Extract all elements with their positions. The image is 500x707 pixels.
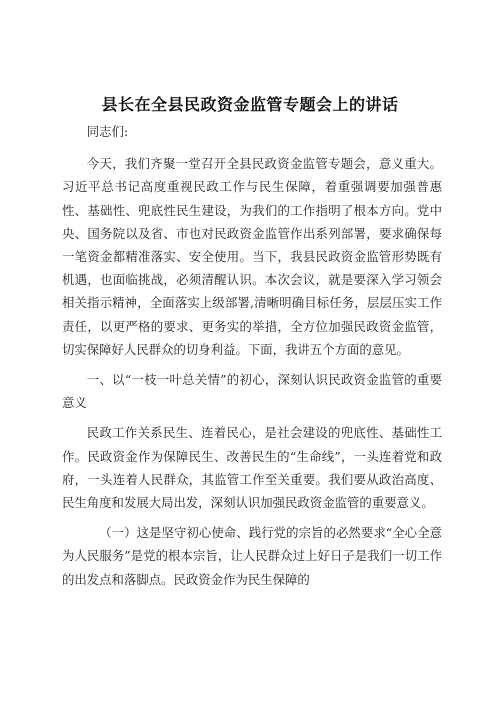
subsection-paragraph-1: （一）这是坚守初心使命、践行党的宗旨的必然要求“全心全意为人民服务”是党的根本宗旨，让人民群众过上好日子是我们一切工作的出发点和落脚点。民政资金作为民生保障的 [62, 525, 442, 587]
body-paragraph-intro: 今天，我们齐聚一堂召开全县民政资金监管专题会，意义重大。习近平总书记高度重视民政工作与民生保障，着重强调要加强普惠性、基础性、兜底性民生建设，为我们的工作指明了根本方向。党中央、国务院以及省、市也对民政资金监管作出系列部署，要求确保每一笔资金都精准落实、安全使用。当下，我县民政资金监管形势既有机遇，也面临挑战，必须清醒认识。本次会议，就是要深入学习领会相关指示精神，全面落实上级部署,清晰明确目标任务，层层压实工作责任，以更严格的要求、更务实的举措，全方位加强民政资金监管，切实保障好人民群众的切身利益。下面，我讲五个方面的意见。 [62, 156, 442, 357]
body-paragraph-section-1: 民政工作关系民生、连着民心，是社会建设的兜底性、基础性工作。民政资金作为保障民生、改善民生的“生命线”，一头连着党和政府，一头连着人民群众，其监管工作至关重要。我们要从政治高度、民生角度和发展大局出发，深刻认识加强民政资金监管的重要意义。 [62, 425, 442, 511]
section-heading-1: 一、以“一枝一叶总关情”的初心，深刻认识民政资金监管的重要意义 [62, 372, 442, 411]
salutation: 同志们: [86, 124, 129, 139]
document-title: 县长在全县民政资金监管专题会上的讲话 [101, 95, 399, 114]
document-body [62, 120, 442, 598]
